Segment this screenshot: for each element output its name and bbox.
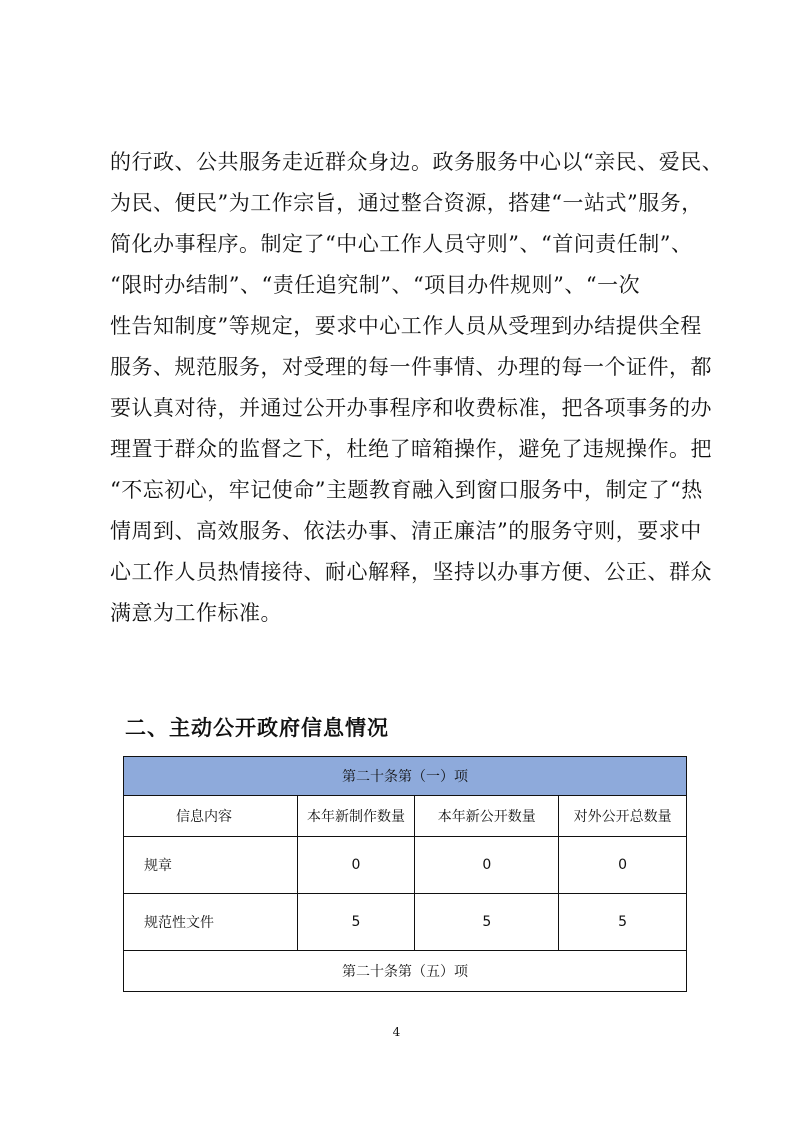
table-cell: 5 [559, 894, 687, 951]
header-cell-total-published: 对外公开总数量 [559, 796, 687, 837]
paragraph-line: 心工作人员热情接待、耐心解释，坚持以办事方便、公正、群众 [110, 560, 712, 584]
paragraph-line: 要认真对待，并通过公开办事程序和收费标准，把各项事务的办 [110, 396, 712, 420]
paragraph-line: 满意为工作标准。 [110, 601, 282, 625]
section-title-cell: 第二十条第（一）项 [124, 757, 687, 796]
paragraph-line: 为民、便民”为工作宗旨，通过整合资源，搭建“一站式”服务， [110, 191, 703, 215]
paragraph-line: 理置于群众的监督之下，杜绝了暗箱操作，避免了违规操作。把 [110, 437, 712, 461]
disclosure-table [123, 756, 687, 992]
table-cell: 5 [297, 894, 415, 951]
paragraph-line: 服务、规范服务，对受理的每一件事情、办理的每一个证件，都 [110, 355, 712, 379]
table-header-row [124, 796, 687, 837]
row-label-normative-documents: 规范性文件 [124, 894, 298, 951]
table-cell: 0 [297, 837, 415, 894]
table-cell: 5 [415, 894, 559, 951]
paragraph-line: 性告知制度”等规定，要求中心工作人员从受理到办结提供全程 [110, 314, 702, 338]
table-cell: 0 [415, 837, 559, 894]
table-next-section [124, 951, 687, 992]
paragraph-line: “限时办结制”、“责任追究制”、“项目办件规则”、“一次 [110, 273, 641, 297]
table-row [124, 837, 687, 894]
table-row [124, 894, 687, 951]
next-section-title-cell: 第二十条第（五）项 [124, 951, 687, 992]
row-label-regulations: 规章 [124, 837, 298, 894]
paragraph-line: “不忘初心，牢记使命”主题教育融入到窗口服务中，制定了“热 [110, 478, 703, 502]
page-number: 4 [392, 1025, 401, 1039]
paragraph-line: 的行政、公共服务走近群众身边。政务服务中心以“亲民、爱民、 [110, 150, 724, 174]
section-heading: 二、主动公开政府信息情况 [125, 716, 389, 740]
header-cell-new-published: 本年新公开数量 [415, 796, 559, 837]
table-section-header [124, 757, 687, 796]
table-cell: 0 [559, 837, 687, 894]
paragraph-line: 情周到、高效服务、依法办事、清正廉洁”的服务守则，要求中 [110, 519, 702, 543]
header-cell-content: 信息内容 [124, 796, 298, 837]
paragraph-line: 简化办事程序。制定了“中心工作人员守则”、“首问责任制”、 [110, 232, 693, 256]
header-cell-new-made: 本年新制作数量 [297, 796, 415, 837]
